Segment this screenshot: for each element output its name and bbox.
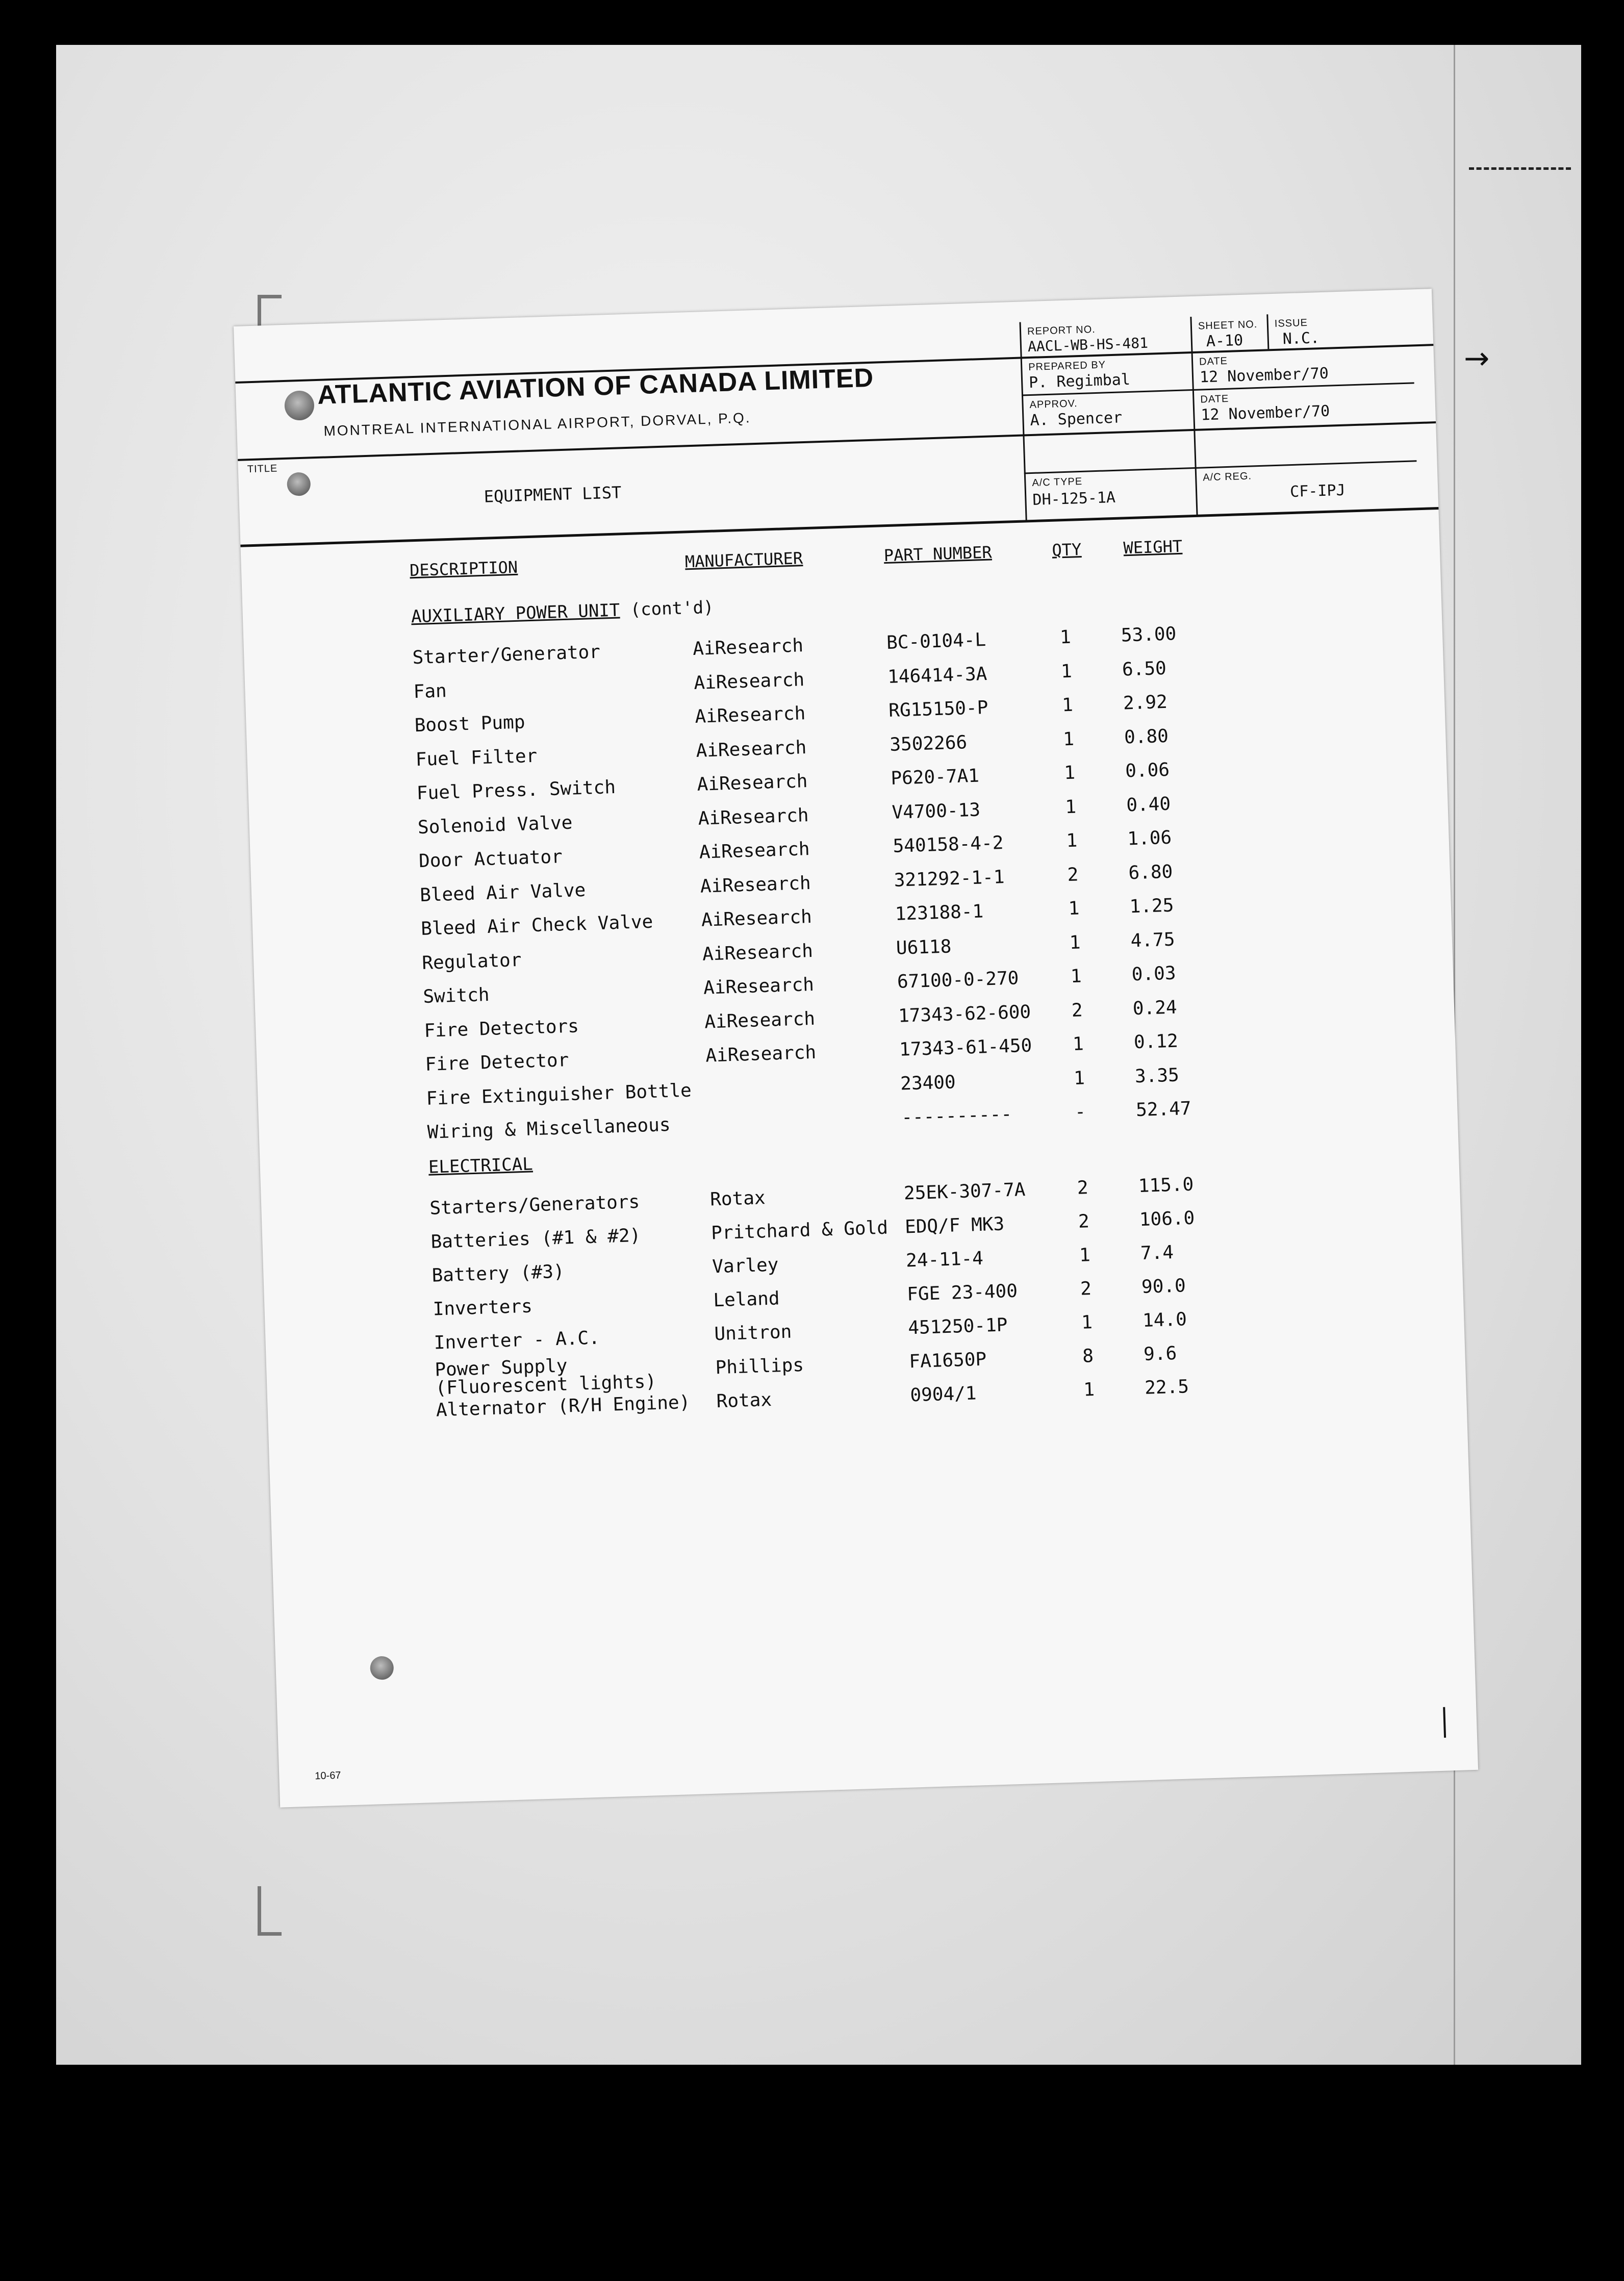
cell-part: ----------	[901, 1103, 1012, 1128]
cell-desc: Batteries (#1 & #2)	[430, 1225, 641, 1253]
cell-wt: 0.40	[1126, 793, 1171, 816]
punch-hole-bottom	[370, 1656, 394, 1680]
cell-qty: 1	[1062, 728, 1075, 750]
cell-desc: Wiring & Miscellaneous	[427, 1114, 671, 1143]
cell-qty: 1	[1063, 762, 1076, 784]
cell-part: 17343-61-450	[899, 1035, 1032, 1060]
col-qty: QTY	[1051, 540, 1082, 560]
cell-desc: Boost Pump	[414, 712, 526, 737]
cell-part: V4700-13	[891, 799, 981, 823]
header-divider-1	[1019, 322, 1027, 521]
cell-mfr: Varley	[712, 1254, 779, 1278]
cell-mfr: Rotax	[716, 1389, 772, 1412]
col-weight: WEIGHT	[1123, 536, 1183, 558]
section-suffix: (cont'd)	[630, 597, 715, 620]
cell-part: 0904/1	[909, 1383, 977, 1406]
cell-qty: 1	[1064, 796, 1077, 818]
cell-qty: 1	[1072, 1033, 1084, 1055]
document-title: EQUIPMENT LIST	[484, 483, 622, 506]
cell-mfr: AiResearch	[703, 974, 815, 999]
cell-qty: 1	[1061, 694, 1074, 716]
punch-hole-title	[287, 472, 311, 496]
cell-wt: 53.00	[1121, 623, 1177, 646]
section-title: AUXILIARY POWER UNIT	[411, 600, 620, 627]
report-no-label: REPORT NO.	[1027, 323, 1096, 338]
cell-part: 321292-1-1	[894, 866, 1005, 891]
cell-qty: 2	[1067, 864, 1079, 885]
cell-mfr: AiResearch	[704, 1008, 816, 1033]
cell-part: 25EK-307-7A	[903, 1179, 1026, 1204]
cell-mfr: AiResearch	[692, 635, 804, 660]
cell-desc: Inverters	[433, 1296, 533, 1320]
cell-qty: 1	[1068, 898, 1080, 920]
ac-reg-label: A/C REG.	[1202, 470, 1252, 484]
cell-part: FA1650P	[908, 1349, 987, 1373]
cell-desc: Regulator	[421, 949, 522, 974]
cell-desc: Switch	[422, 984, 490, 1007]
issue: N.C.	[1282, 329, 1320, 348]
cell-desc: Door Actuator	[418, 846, 563, 872]
issue-label: ISSUE	[1274, 317, 1308, 330]
cell-qty: 1	[1081, 1312, 1093, 1333]
cell-wt: 1.25	[1129, 895, 1174, 918]
cell-mfr: Phillips	[715, 1354, 804, 1379]
cell-mfr: AiResearch	[700, 872, 811, 897]
cell-part: 451250-1P	[907, 1314, 1008, 1339]
company-address: MONTREAL INTERNATIONAL AIRPORT, DORVAL, P.Q.	[323, 410, 751, 439]
cell-desc: Alternator (R/H Engine)	[436, 1391, 691, 1421]
cell-qty: 1	[1070, 966, 1082, 987]
cell-wt: 9.6	[1143, 1342, 1177, 1365]
cell-wt: 52.47	[1135, 1098, 1192, 1121]
cell-desc: Power Supply (Fluorescent lights)	[434, 1355, 657, 1399]
cell-part: RG15150-P	[888, 697, 988, 722]
title-label: TITLE	[247, 463, 278, 475]
prepared-by: P. Regimbal	[1028, 370, 1131, 392]
cell-wt: 0.12	[1133, 1030, 1179, 1053]
cell-wt: 115.0	[1138, 1174, 1194, 1197]
cell-desc: Fire Detector	[425, 1050, 569, 1075]
cell-wt: 22.5	[1144, 1376, 1189, 1399]
cell-qty: 2	[1080, 1278, 1092, 1300]
dashed-mark	[1469, 167, 1571, 170]
cell-mfr: AiResearch	[694, 703, 806, 727]
cell-qty: 2	[1071, 999, 1083, 1021]
cell-part: P620-7A1	[890, 765, 980, 789]
date2-label: DATE	[1200, 393, 1229, 405]
cell-mfr: Pritchard & Gold	[711, 1217, 889, 1244]
cell-part: 24-11-4	[905, 1248, 984, 1272]
header-divider-2	[1190, 317, 1198, 516]
cell-desc: Starters/Generators	[429, 1191, 640, 1219]
cell-wt: 90.0	[1141, 1275, 1186, 1298]
approv-label: APPROV.	[1029, 398, 1078, 411]
cell-qty: 1	[1083, 1379, 1095, 1401]
section-title: ELECTRICAL	[428, 1154, 534, 1178]
cell-desc: Fuel Press. Switch	[416, 776, 616, 804]
cell-mfr: Unitron	[714, 1321, 792, 1345]
cell-mfr: AiResearch	[702, 940, 814, 965]
cell-mfr: AiResearch	[695, 737, 807, 762]
col-description: DESCRIPTION	[409, 557, 518, 580]
equipment-list-sheet	[234, 289, 1478, 1807]
cell-mfr: AiResearch	[693, 669, 805, 694]
header-divider-3	[1266, 314, 1269, 349]
report-no: AACL-WB-HS-481	[1027, 334, 1149, 356]
cell-wt: 3.35	[1134, 1065, 1180, 1087]
cell-wt: 6.80	[1128, 861, 1173, 883]
cell-part: 123188-1	[895, 901, 984, 925]
cell-part: U6118	[896, 935, 952, 959]
cell-mfr: AiResearch	[699, 839, 810, 863]
sheet-no-label: SHEET NO.	[1198, 318, 1258, 332]
cell-desc: Fire Detectors	[423, 1015, 579, 1042]
cell-part: FGE 23-400	[906, 1280, 1018, 1305]
cell-desc: Fire Extinguisher Bottle	[426, 1080, 692, 1109]
sheet-no: A-10	[1206, 331, 1244, 351]
cell-desc: Solenoid Valve	[417, 812, 573, 838]
prepared-by-label: PREPARED BY	[1028, 359, 1106, 373]
cell-desc: Fan	[413, 680, 447, 702]
cell-mfr: AiResearch	[697, 771, 808, 795]
cell-qty: 1	[1065, 830, 1078, 852]
cell-wt: 106.0	[1139, 1207, 1195, 1231]
cell-qty: -	[1074, 1101, 1086, 1123]
date2: 12 November/70	[1200, 402, 1330, 424]
cell-qty: 1	[1073, 1067, 1085, 1089]
cell-part: 67100-0-270	[897, 968, 1019, 993]
cell-wt: 7.4	[1140, 1242, 1174, 1264]
cell-wt: 6.50	[1122, 657, 1167, 680]
cell-wt: 4.75	[1130, 929, 1176, 951]
col-part-number: PART NUMBER	[883, 542, 993, 566]
cell-qty: 1	[1059, 626, 1072, 648]
ac-type: DH-125-1A	[1032, 488, 1116, 509]
cell-qty: 1	[1060, 661, 1073, 682]
cell-part: 146414-3A	[887, 663, 987, 688]
company-name: ATLANTIC AVIATION OF CANADA LIMITED	[317, 363, 874, 410]
cell-mfr: AiResearch	[701, 906, 813, 931]
punch-hole-top	[284, 390, 315, 421]
cell-mfr: Rotax	[709, 1187, 766, 1210]
header-rule-bottom	[240, 507, 1438, 547]
cell-qty: 2	[1078, 1211, 1090, 1232]
cell-desc: Starter/Generator	[412, 641, 601, 669]
cell-mfr: AiResearch	[705, 1042, 817, 1067]
cell-desc: Bleed Air Valve	[419, 879, 586, 906]
cell-desc: Battery (#3)	[432, 1261, 565, 1286]
ac-reg: CF-IPJ	[1289, 481, 1346, 501]
section-heading-apu	[411, 597, 714, 627]
cell-desc: Inverter - A.C.	[434, 1327, 600, 1354]
date1: 12 November/70	[1199, 364, 1329, 387]
cell-qty: 8	[1082, 1346, 1094, 1367]
cell-mfr: Leland	[713, 1288, 780, 1311]
cell-desc: Fuel Filter	[415, 745, 538, 770]
cell-qty: 1	[1079, 1245, 1091, 1266]
cell-wt: 0.24	[1132, 997, 1178, 1019]
cell-part: 23400	[900, 1071, 956, 1095]
arrow-icon: →	[1464, 341, 1490, 376]
cell-wt: 0.03	[1131, 962, 1177, 985]
cell-wt: 0.80	[1124, 725, 1169, 748]
cell-part: BC-0104-L	[886, 629, 986, 654]
col-manufacturer: MANUFACTURER	[684, 548, 803, 572]
cell-part: 17343-62-600	[898, 1001, 1031, 1027]
cell-wt: 2.92	[1123, 691, 1168, 714]
cell-part: 540158-4-2	[893, 832, 1004, 857]
margin-tick	[1443, 1707, 1446, 1738]
date1-label: DATE	[1199, 355, 1228, 368]
cell-wt: 0.06	[1125, 759, 1170, 782]
cell-desc: Bleed Air Check Valve	[420, 911, 653, 940]
approv: A. Spencer	[1030, 409, 1123, 430]
cell-wt: 1.06	[1127, 827, 1172, 850]
cell-part: EDQ/F MK3	[904, 1213, 1005, 1238]
ac-type-label: A/C TYPE	[1032, 475, 1083, 489]
cell-mfr: AiResearch	[698, 804, 809, 829]
crop-mark-bottom	[258, 1886, 282, 1936]
cell-qty: 1	[1069, 931, 1081, 953]
form-number: 10-67	[315, 1769, 341, 1782]
cell-part: 3502266	[889, 731, 968, 755]
cell-qty: 2	[1077, 1177, 1089, 1199]
section-heading-electrical	[428, 1154, 533, 1177]
cell-wt: 14.0	[1142, 1309, 1187, 1331]
